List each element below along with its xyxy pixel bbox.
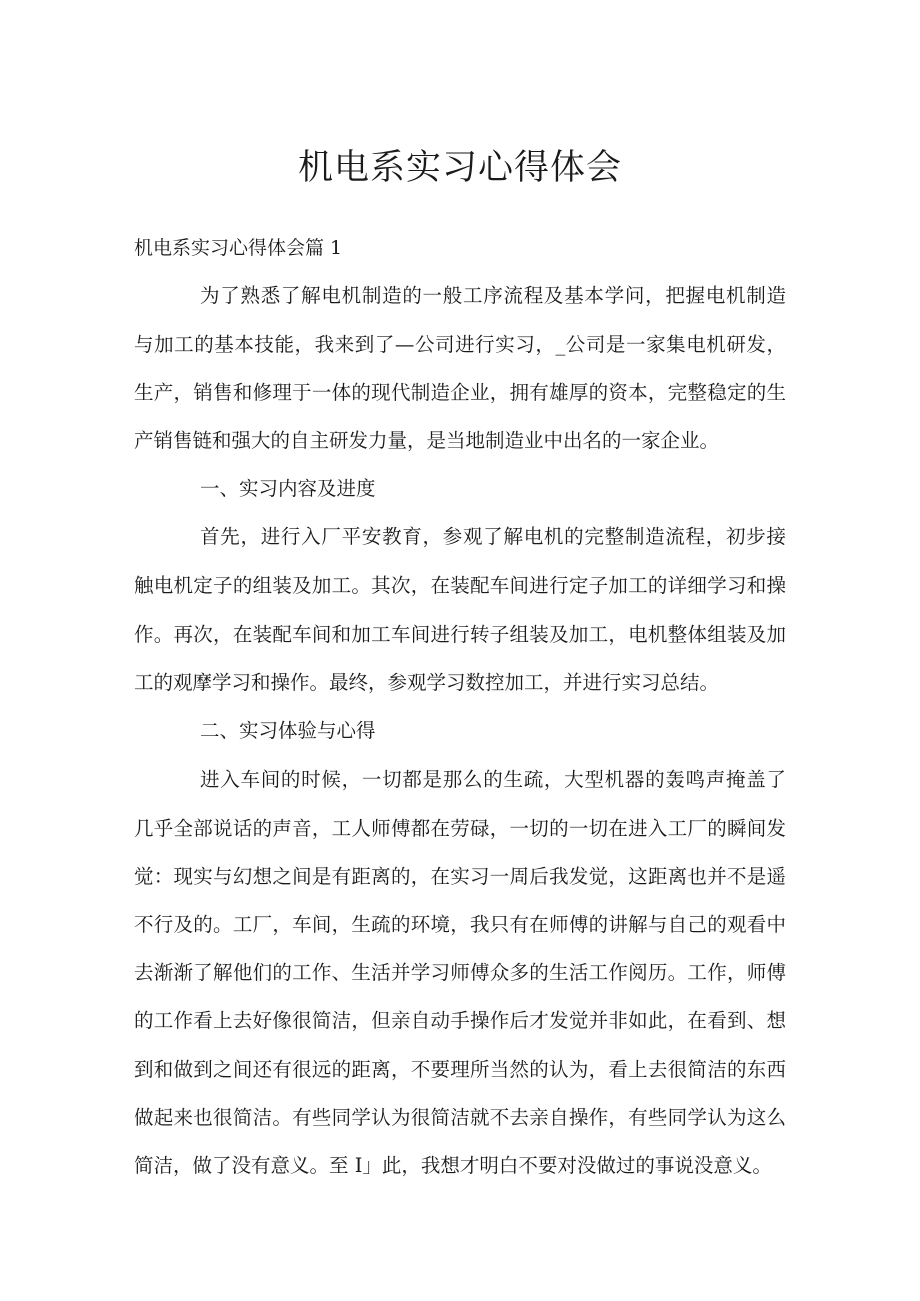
section-heading: 一、实习内容及进度 (200, 477, 376, 500)
paragraph-line: 工的观摩学习和操作。最终，参观学习数控加工，并进行实习总结。 (134, 671, 720, 694)
paragraph-line: 首先，进行入厂平安教育，参观了解电机的完整制造流程，初步接 (200, 525, 786, 548)
section-subtitle: 机电系实习心得体会篇 1 (134, 237, 343, 259)
paragraph-line: 做起来也很简洁。有些同学认为很简洁就不去亲自操作，有些同学认为这么 (134, 1106, 786, 1129)
section-heading: 二、实习体验与心得 (200, 719, 376, 742)
paragraph-line: 进入车间的时候，一切都是那么的生疏，大型机器的轰鸣声掩盖了 (200, 768, 786, 791)
paragraph-line: 的工作看上去好像很简洁，但亲自动手操作后才发觉并非如此，在看到、想 (134, 1009, 786, 1032)
paragraph-line: 触电机定子的组装及加工。其次，在装配车间进行定子加工的详细学习和操 (134, 574, 786, 597)
paragraph-line: 与加工的基本技能，我来到了—公司进行实习，_公司是一家集电机研发， (134, 333, 786, 356)
document-title: 机电系实习心得体会 (297, 148, 622, 188)
paragraph-line: 不行及的。工厂，车间，生疏的环境，我只有在师傅的讲解与自己的观看中 (134, 913, 786, 936)
paragraph-line: 几乎全部说话的声音，工人师傅都在劳碌，一切的一切在进入工厂的瞬间发 (134, 817, 786, 840)
paragraph-line: 去渐渐了解他们的工作、生活并学习师傅众多的生活工作阅历。工作，师傅 (134, 961, 786, 984)
paragraph-line: 简洁，做了没有意义。至 I」此，我想才明白不要对没做过的事说没意义。 (134, 1154, 772, 1177)
paragraph-line: 到和做到之间还有很远的距离，不要理所当然的认为，看上去很简洁的东西 (134, 1058, 786, 1081)
paragraph-line: 产销售链和强大的自主研发力量，是当地制造业中出名的一家企业。 (134, 429, 720, 452)
paragraph-line: 生产，销售和修理于一体的现代制造企业，拥有雄厚的资本，完整稳定的生 (134, 381, 786, 404)
paragraph-line: 作。再次，在装配车间和加工车间进行转子组装及加工，电机整体组装及加 (134, 623, 786, 646)
paragraph-line: 觉：现实与幻想之间是有距离的，在实习一周后我发觉，这距离也并不是遥 (134, 865, 786, 888)
paragraph-line: 为了熟悉了解电机制造的一般工序流程及基本学问，把握电机制造 (200, 284, 786, 307)
